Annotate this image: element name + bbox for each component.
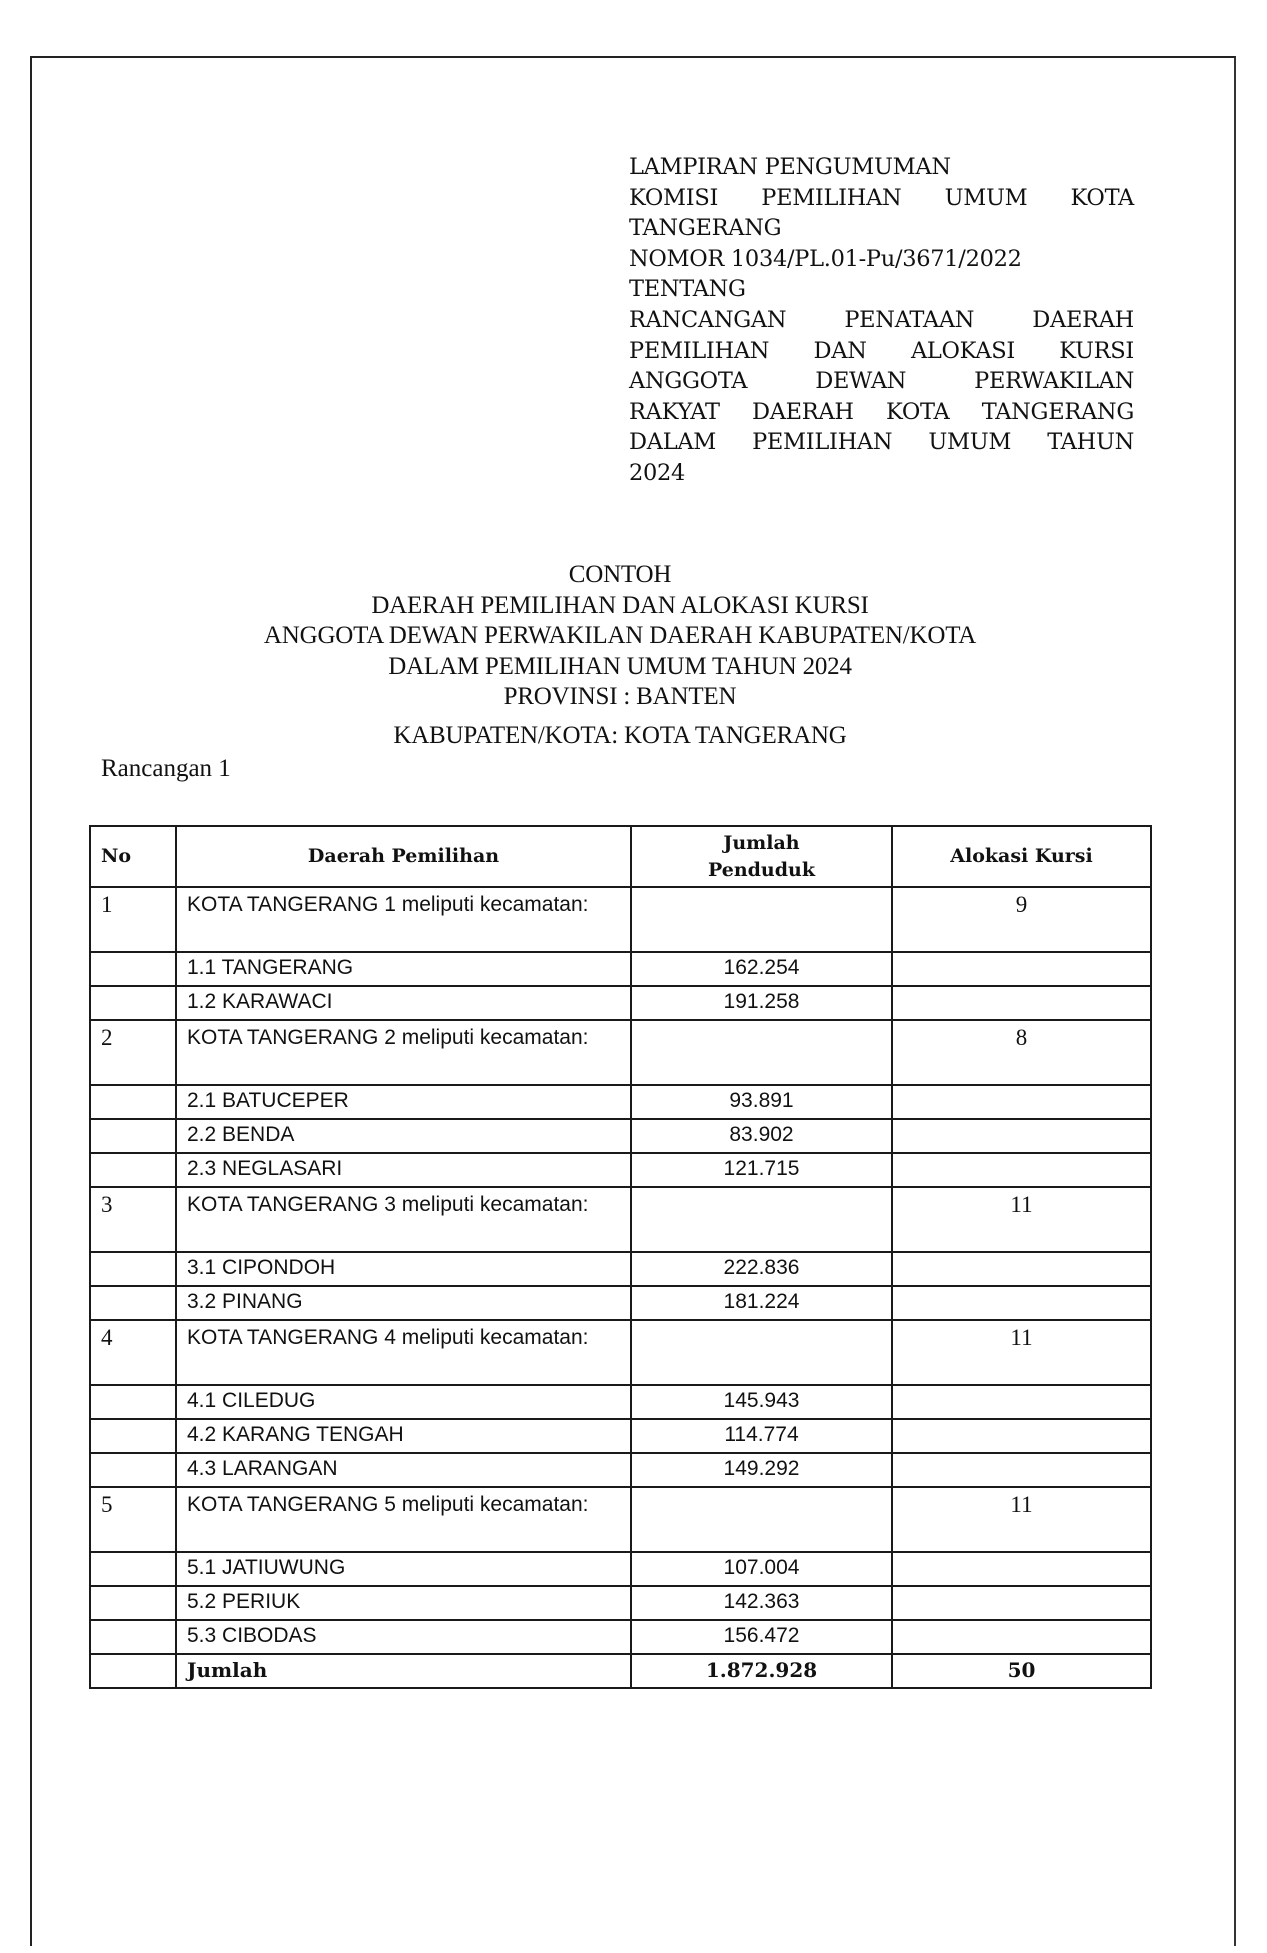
group-number: 2 — [90, 1020, 176, 1085]
subdistrict-row — [90, 952, 1151, 986]
header-line: DALAM PEMILIHAN UMUM TAHUN — [629, 429, 1134, 456]
group-name: KOTA TANGERANG 3 meliputi kecamatan: — [176, 1187, 631, 1252]
table-header-row — [90, 826, 1151, 887]
subdistrict-name: 3.2 PINANG — [176, 1286, 631, 1320]
subdistrict-seats — [892, 1419, 1151, 1453]
group-name: KOTA TANGERANG 4 meliputi kecamatan: — [176, 1320, 631, 1385]
subdistrict-population: 222.836 — [631, 1252, 892, 1286]
title-line-3: ANGGOTA DEWAN PERWAKILAN DAERAH KABUPATEN/KOTA — [263, 622, 977, 649]
subdistrict-row — [90, 1385, 1151, 1419]
header-line: TENTANG — [629, 276, 746, 303]
column-header-no: No — [90, 826, 176, 887]
subdistrict-number — [90, 1620, 176, 1654]
subdistrict-seats — [892, 1552, 1151, 1586]
subdistrict-row — [90, 986, 1151, 1020]
subdistrict-number — [90, 1419, 176, 1453]
column-header-population-word: Jumlah — [723, 831, 800, 854]
group-population — [631, 1320, 892, 1385]
subdistrict-name: 4.1 CILEDUG — [176, 1385, 631, 1419]
district-group-row — [90, 1320, 1151, 1385]
subdistrict-number — [90, 1085, 176, 1119]
subdistrict-row — [90, 1085, 1151, 1119]
group-seats: 11 — [892, 1320, 1151, 1385]
subdistrict-population: 93.891 — [631, 1085, 892, 1119]
district-group-row — [90, 1020, 1151, 1085]
electoral-district-table — [89, 825, 1152, 1689]
group-seats: 11 — [892, 1187, 1151, 1252]
subdistrict-population: 121.715 — [631, 1153, 892, 1187]
group-seats: 8 — [892, 1020, 1151, 1085]
group-population — [631, 887, 892, 952]
subdistrict-name: 2.3 NEGLASARI — [176, 1153, 631, 1187]
subdistrict-number — [90, 1552, 176, 1586]
group-number: 3 — [90, 1187, 176, 1252]
subdistrict-row — [90, 1586, 1151, 1620]
group-population — [631, 1187, 892, 1252]
group-population — [631, 1020, 892, 1085]
document-title — [90, 560, 1150, 751]
subdistrict-seats — [892, 986, 1151, 1020]
subdistrict-population: 142.363 — [631, 1586, 892, 1620]
subdistrict-seats — [892, 1586, 1151, 1620]
group-seats: 9 — [892, 887, 1151, 952]
group-number: 4 — [90, 1320, 176, 1385]
subdistrict-seats — [892, 1119, 1151, 1153]
subdistrict-number — [90, 952, 176, 986]
total-label: Jumlah — [176, 1654, 631, 1688]
subdistrict-number — [90, 1453, 176, 1487]
subdistrict-row — [90, 1153, 1151, 1187]
group-name: KOTA TANGERANG 1 meliputi kecamatan: — [176, 887, 631, 952]
header-line: RAKYAT DAERAH KOTA TANGERANG — [629, 398, 1134, 425]
subdistrict-number — [90, 1286, 176, 1320]
subdistrict-name: 1.1 TANGERANG — [176, 952, 631, 986]
subdistrict-number — [90, 1252, 176, 1286]
district-group-row — [90, 1187, 1151, 1252]
subdistrict-number — [90, 1153, 176, 1187]
subdistrict-number — [90, 1385, 176, 1419]
subdistrict-seats — [892, 1286, 1151, 1320]
subdistrict-seats — [892, 1620, 1151, 1654]
subdistrict-name: 5.3 CIBODAS — [176, 1620, 631, 1654]
subdistrict-seats — [892, 952, 1151, 986]
subdistrict-name: 5.2 PERIUK — [176, 1586, 631, 1620]
subdistrict-population: 181.224 — [631, 1286, 892, 1320]
subdistrict-row — [90, 1119, 1151, 1153]
province-label: PROVINSI : BANTEN — [503, 683, 737, 710]
subdistrict-row — [90, 1620, 1151, 1654]
subdistrict-seats — [892, 1385, 1151, 1419]
subdistrict-number — [90, 986, 176, 1020]
total-seats: 50 — [892, 1654, 1151, 1688]
total-population: 1.872.928 — [631, 1654, 892, 1688]
subdistrict-seats — [892, 1153, 1151, 1187]
group-population — [631, 1487, 892, 1552]
title-line-1: CONTOH — [568, 561, 672, 588]
total-row — [90, 1654, 1151, 1688]
subdistrict-number — [90, 1119, 176, 1153]
subdistrict-name: 5.1 JATIUWUNG — [176, 1552, 631, 1586]
regency-label: KABUPATEN/KOTA: KOTA TANGERANG — [393, 721, 847, 749]
subdistrict-name: 3.1 CIPONDOH — [176, 1252, 631, 1286]
subdistrict-name: 2.1 BATUCEPER — [176, 1085, 631, 1119]
subdistrict-seats — [892, 1453, 1151, 1487]
group-name: KOTA TANGERANG 5 meliputi kecamatan: — [176, 1487, 631, 1552]
header-line: NOMOR 1034/PL.01-Pu/3671/2022 — [629, 245, 1022, 272]
subdistrict-name: 2.2 BENDA — [176, 1119, 631, 1153]
header-line: LAMPIRAN PENGUMUMAN — [629, 154, 951, 180]
header-line: 2024 — [629, 459, 686, 486]
column-header-population-word: Penduduk — [707, 858, 816, 881]
district-group-row — [90, 1487, 1151, 1552]
group-number: 5 — [90, 1487, 176, 1552]
total-number — [90, 1654, 176, 1688]
subdistrict-population: 145.943 — [631, 1385, 892, 1419]
district-group-row — [90, 887, 1151, 952]
subdistrict-row — [90, 1286, 1151, 1320]
column-header-population — [631, 826, 892, 887]
subdistrict-name: 4.2 KARANG TENGAH — [176, 1419, 631, 1453]
subdistrict-population: 107.004 — [631, 1552, 892, 1586]
subdistrict-name: 4.3 LARANGAN — [176, 1453, 631, 1487]
header-line: KOMISI PEMILIHAN UMUM KOTA — [629, 184, 1134, 211]
column-header-district: Daerah Pemilihan — [176, 826, 631, 887]
header-line: PEMILIHAN DAN ALOKASI KURSI — [629, 337, 1134, 364]
draft-label: Rancangan 1 — [101, 755, 231, 782]
subdistrict-number — [90, 1586, 176, 1620]
subdistrict-row — [90, 1419, 1151, 1453]
column-header-seats: Alokasi Kursi — [892, 826, 1151, 887]
header-line: TANGERANG — [629, 215, 782, 242]
title-line-2: DAERAH PEMILIHAN DAN ALOKASI KURSI — [371, 591, 869, 619]
subdistrict-population: 162.254 — [631, 952, 892, 986]
title-line-4: DALAM PEMILIHAN UMUM TAHUN 2024 — [388, 652, 852, 680]
subdistrict-row — [90, 1453, 1151, 1487]
subdistrict-population: 149.292 — [631, 1453, 892, 1487]
subdistrict-population: 83.902 — [631, 1119, 892, 1153]
subdistrict-seats — [892, 1252, 1151, 1286]
group-seats: 11 — [892, 1487, 1151, 1552]
subdistrict-name: 1.2 KARAWACI — [176, 986, 631, 1020]
subdistrict-population: 114.774 — [631, 1419, 892, 1453]
subdistrict-population: 156.472 — [631, 1620, 892, 1654]
group-name: KOTA TANGERANG 2 meliputi kecamatan: — [176, 1020, 631, 1085]
header-line: ANGGOTA DEWAN PERWAKILAN — [629, 368, 1134, 395]
subdistrict-row — [90, 1252, 1151, 1286]
subdistrict-population: 191.258 — [631, 986, 892, 1020]
group-number: 1 — [90, 887, 176, 952]
subdistrict-seats — [892, 1085, 1151, 1119]
subdistrict-row — [90, 1552, 1151, 1586]
attachment-header — [629, 152, 1134, 489]
header-line: RANCANGAN PENATAAN DAERAH — [629, 306, 1134, 333]
